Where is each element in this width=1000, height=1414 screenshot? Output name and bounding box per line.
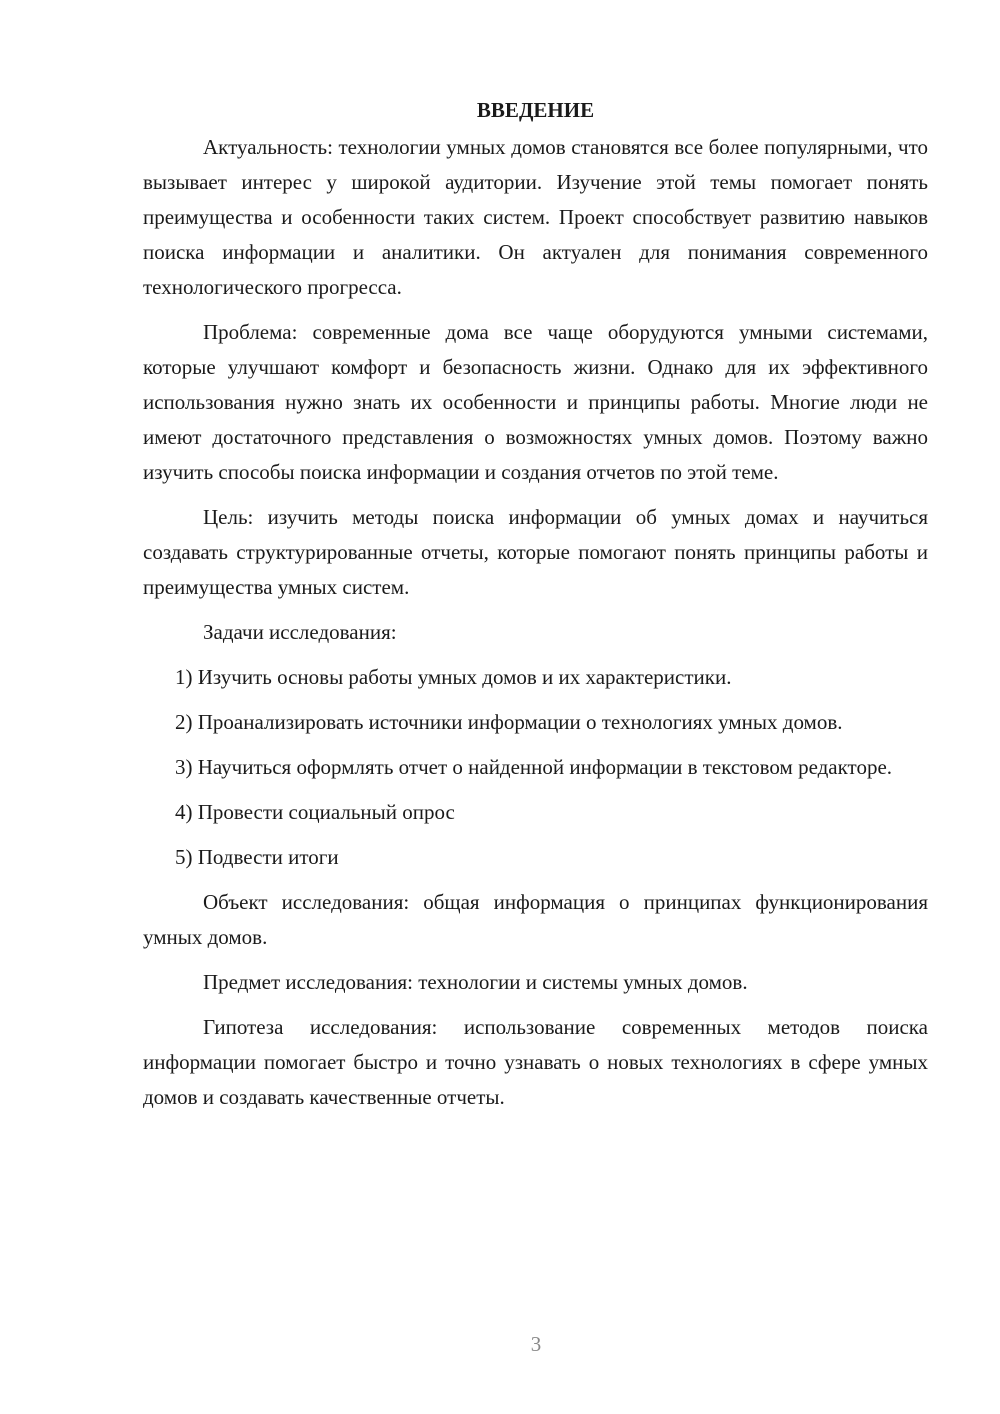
- paragraph-relevance: Актуальность: технологии умных домов становятся все более популярными, что вызывает интерес у широкой аудитории. Изучение этой темы помогает понять преимущества и особенности таких систем. Проект способствует развитию навыков поиска информации и аналитики. Он актуален для понимания современного технологического прогресса.: [143, 135, 928, 299]
- paragraph-subject: Предмет исследования: технологии и системы умных домов.: [203, 970, 748, 994]
- paragraph-problem: Проблема: современные дома все чаще оборудуются умными системами, которые улучшают комфорт и безопасность жизни. Однако для их эффективного использования нужно знать их особенности и принципы работы. Многие люди не имеют достаточного представления о возможностях умных домов. Поэтому важно изучить способы поиска информации и создания отчетов по этой теме.: [143, 320, 928, 484]
- paragraph-object: Объект исследования: общая информация о принципах функционирования умных домов.: [143, 890, 928, 949]
- paragraph-goal: Цель: изучить методы поиска информации об умных домах и научиться создавать структурированные отчеты, которые помогают понять принципы работы и преимущества умных систем.: [143, 505, 928, 599]
- tasks-list: [143, 660, 928, 875]
- task-item-3: 3) Научиться оформлять отчет о найденной информации в текстовом редакторе.: [175, 755, 893, 779]
- task-item-2: 2) Проанализировать источники информации о технологиях умных домов.: [175, 710, 843, 734]
- document-page: [143, 92, 928, 1125]
- task-item-4: 4) Провести социальный опрос: [175, 800, 455, 824]
- section-heading: ВВЕДЕНИЕ: [476, 98, 595, 122]
- paragraph-hypothesis: Гипотеза исследования: использование современных методов поиска информации помогает быстро и точно узнавать о новых технологиях в сфере умных домов и создавать качественные отчеты.: [143, 1015, 928, 1109]
- task-item-5: 5) Подвести итоги: [175, 845, 339, 869]
- page-number: 3: [530, 1332, 542, 1356]
- paragraph-tasks-intro: Задачи исследования:: [203, 620, 397, 644]
- task-item-1: 1) Изучить основы работы умных домов и их характеристики.: [175, 665, 732, 689]
